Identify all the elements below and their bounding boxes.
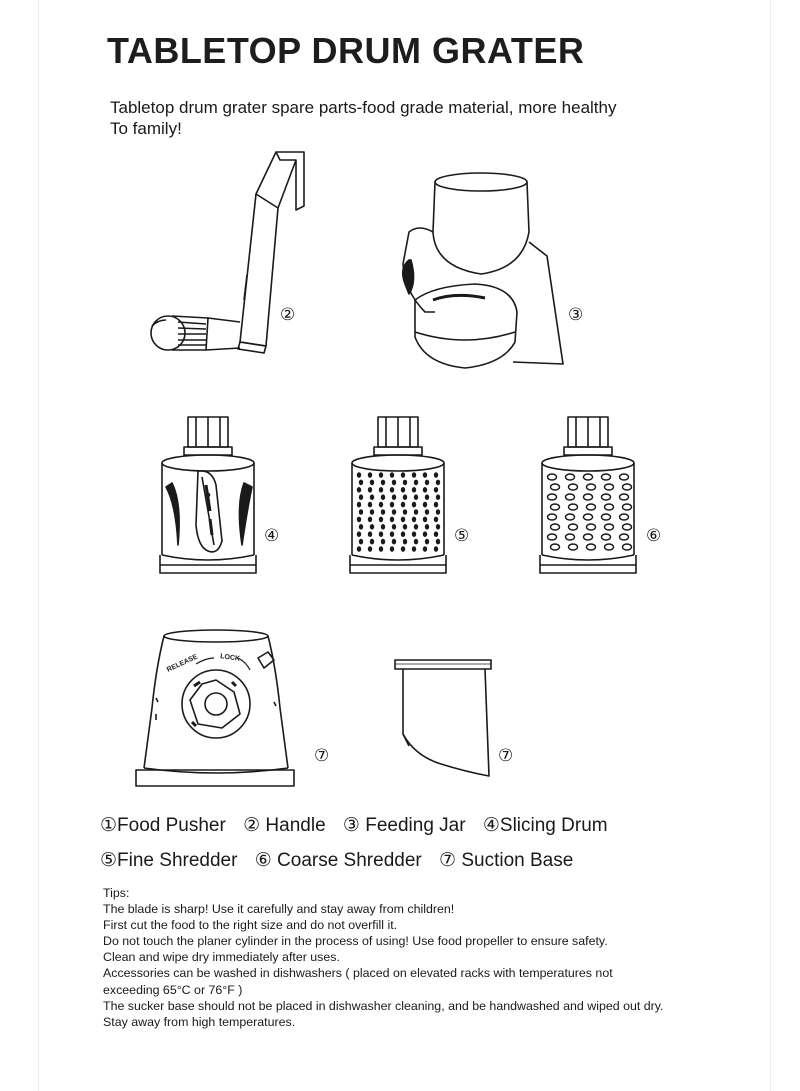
release-arrow-icon <box>196 658 214 664</box>
release-label: RELEASE <box>165 653 199 674</box>
page-title: TABLETOP DRUM GRATER <box>107 30 585 71</box>
lock-label: LOCK <box>219 653 241 663</box>
tip-line: Accessories can be washed in dishwashers ( placed on elevated racks with temperatures not <box>103 966 613 981</box>
figure-number-fine-shredder: ⑤ <box>454 526 470 545</box>
figure-number-handle: ② <box>280 305 296 324</box>
fine-shredder-drum-icon <box>348 415 448 577</box>
figure-number-slicing-drum: ④ <box>264 526 280 545</box>
food-pusher-icon <box>393 658 495 780</box>
legend-item-food-pusher: ①Food Pusher <box>100 815 226 836</box>
legend-item-coarse-shredder: ⑥ Coarse Shredder <box>254 850 422 871</box>
legend-row-1 <box>100 814 720 849</box>
intro-line-1: Tabletop drum grater spare parts-food grade material, more healthy <box>110 98 617 117</box>
legend-item-suction-base: ⑦ Suction Base <box>439 850 574 871</box>
tips-heading: Tips: <box>103 886 130 900</box>
page-edge-right <box>770 0 771 1091</box>
tip-line: exceeding 65°C or 76°F ) <box>103 982 243 997</box>
legend-item-fine-shredder: ⑤Fine Shredder <box>100 850 238 871</box>
coarse-shredder-drum-icon <box>538 415 638 577</box>
tip-line: Stay away from high temperatures. <box>103 1014 296 1029</box>
intro-text <box>110 97 710 139</box>
lock-arrow-icon <box>238 658 250 670</box>
legend-item-slicing-drum: ④Slicing Drum <box>482 815 608 836</box>
legend-item-feeding-jar: ③ Feeding Jar <box>342 815 466 836</box>
suction-base-icon <box>134 628 296 790</box>
tip-line: First cut the food to the right size and do not overfill it. <box>103 918 398 933</box>
tips-section <box>103 885 763 1030</box>
parts-legend <box>100 814 720 884</box>
legend-row-2 <box>100 849 720 884</box>
figure-number-coarse-shredder: ⑥ <box>646 526 662 545</box>
legend-item-handle: ② Handle <box>243 815 326 836</box>
tip-line: Clean and wipe dry immediately after uses. <box>103 950 340 965</box>
tip-line: The blade is sharp! Use it carefully and stay away from children! <box>103 902 455 917</box>
page-edge-left <box>38 0 39 1091</box>
figure-number-suction-base: ⑦ <box>314 746 330 765</box>
intro-line-2: To family! <box>110 119 182 138</box>
feeding-jar-icon <box>395 172 570 372</box>
tip-line: Do not touch the planer cylinder in the process of using! Use food propeller to ensure safety. <box>103 934 608 949</box>
slicing-drum-icon <box>158 415 258 577</box>
figure-number-food-pusher: ⑦ <box>498 746 514 765</box>
tip-line: The sucker base should not be placed in dishwasher cleaning, and be handwashed and wiped out dry. <box>103 998 664 1013</box>
figure-number-feeding-jar: ③ <box>568 305 584 324</box>
